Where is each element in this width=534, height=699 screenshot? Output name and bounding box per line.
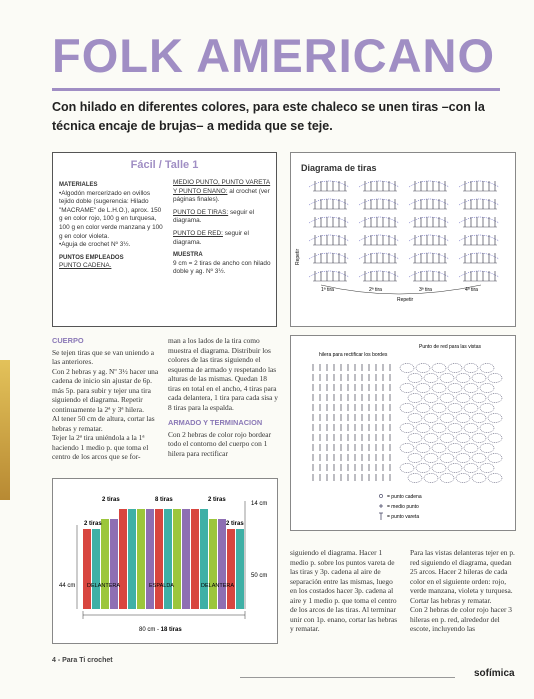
label-bottom-count: 18 tiras [160,627,182,633]
section-heading-body: CUERPO [52,336,84,345]
stitch-net-desc: seguir el diagrama. [173,229,249,246]
strip-diagram-label-4: 4ª tira [465,287,478,293]
strip-bar [209,519,217,609]
net-row [313,404,494,413]
net-row [313,444,494,453]
net-diagram-legend [379,494,422,520]
legend-chain: = punto cadena [387,494,422,500]
strip-bar [218,519,226,609]
strip-motif [409,235,449,245]
materials-column [59,179,163,271]
strip-motif [459,181,499,191]
stitch-strips-name: PUNTO DE TIRAS: [173,208,229,216]
paragraph: man a los lados de la tira como muestra el diagrama. Distribuir los colores de las tiras siguiendo el esquema de armado y respetando las alturas de las mismas. Quedan 18 tiras en total en el ancho, 4 tiras para cada delantera, 1 tira para cada sisa y 8 tiras para la espalda. [168,336,278,412]
difficulty-header: Fácil / Talle 1 [130,159,199,171]
label-8-tiras: 8 tiras [155,497,173,503]
stitch-net-name: PUNTO DE RED: [173,229,223,237]
strip-motif [309,253,349,263]
strip-motif [359,235,399,245]
strip-bar [155,509,163,609]
strip-bar [191,509,199,609]
strip-diagram-label-3: 3ª tira [419,287,432,293]
net-row [313,454,502,463]
paragraph: Con 2 hebras y ag. Nº 3½ hacer una cadena de inicio sin ajustar de 6p. más 5p. para subir y tejer una tira siguiendo el diagrama. Repetir continuamente la 2ª y 3ª hilera. [52,366,159,414]
strip-motif [309,217,349,227]
sample-heading: MUESTRA [173,252,203,259]
page-title: FOLK AMERICANO [52,29,496,82]
footer-page-number: 4 - Para Ti crochet [52,657,113,664]
section-heading-assembly: ARMADO Y TERMINACION [168,418,263,427]
strip-motif [359,253,399,263]
materials-text: •Algodón mercerizado en ovillos tejido doble (sugerencia: Hilado "MACRAME" de L.H.O.), aprox. 150 g en color rojo, 100 g en turquesa, 100 g en color verde manzana y 100 g en color violeta. [59,189,163,240]
net-row [313,384,494,393]
strip-bar [128,509,136,609]
stitch-strips [173,209,273,226]
strip-motif [309,199,349,209]
net-row [313,394,502,403]
stitch-basic-name: MEDIO PUNTO, PUNTO VARETA Y PUNTO ENANO: [173,179,271,195]
materials-needle: •Aguja de crochet Nº 3½. [59,241,131,249]
materials-heading: MATERIALES [59,182,98,188]
strip-motif [409,199,449,209]
strip-motif [359,181,399,191]
paragraph: siguiendo el diagrama. Hacer 1 medio p. sobre los puntos vareta de las tiras y 3p. cadena al aire de separación entre las mismas, luego en los costados hacer 3p. cadena al aire y 1 medio p. que toma el centro de los arcos de las tiras. Al terminar unir con 1p. enano, cortar las hebras y rematar. [290,548,398,633]
strip-diagram-label-1: 1ª tira [321,287,334,293]
assembly-diagram-box [52,478,278,644]
text-column-3 [290,548,400,634]
footer-brand: sofímica [474,668,515,679]
strip-motif [309,181,349,191]
text-column-4 [410,548,520,634]
label-50cm: 50 cm [251,573,268,579]
assembly-diagram [53,479,279,645]
paragraph: Se tejen tiras que se van uniendo a las anteriores. [52,347,155,366]
strip-diagram-label-2: 2ª tira [369,287,382,293]
strip-bar [92,529,100,609]
strip-diagram-stitches [309,181,499,294]
side-photo-edge [0,360,10,500]
paragraph: Para las vistas delanteras tejer en p. red siguiendo el diagrama, quedan 25 arcos. Hacer 2 hileras de cada color en el siguiente orden: rojo, verde manzana, violeta y turquesa. Cortar las hebras y rematar. [410,548,515,605]
net-diagram-stitches [313,364,502,483]
strip-bar [101,519,109,609]
strip-motif [459,235,499,245]
stitch-basic [173,179,273,205]
strip-motif [409,271,449,281]
strip-bar [227,529,235,609]
label-bottom-width: 80 cm - [139,627,161,633]
strip-diagram-repeat: Repetir [397,297,414,303]
strip-bar [83,529,91,609]
strip-bar [173,509,181,609]
net-diagram [291,336,517,532]
net-diagram-label-left: hilera para rectificar los bordes [319,352,388,358]
stitch-basic-desc: al crochet (ver páginas finales). [173,187,270,204]
assembly-strips [83,509,244,609]
strip-motif [309,235,349,245]
strip-motif [459,199,499,209]
paragraph: Con 2 hebras de color rojo bordear todo el contorno del cuerpo con 1 hilera para rectificar [168,429,272,458]
strip-diagram-box [290,152,516,327]
label-44cm: 44 cm [59,583,76,589]
strip-bar [119,509,127,609]
strip-motif [459,217,499,227]
strip-diagram-repeat-side: Repetir [295,248,301,265]
strip-bar [137,509,145,609]
label-delantera-left: DELANTERA [87,583,121,589]
stitch-net [173,230,273,247]
net-row [313,424,494,433]
paragraph: Con 2 hebras de color rojo hacer 3 hileras en p. red, alrededor del escote, incluyendo las [410,605,512,633]
label-2-tiras-side-left: 2 tiras [84,521,102,527]
strip-motif [409,181,449,191]
net-row [313,414,502,423]
strip-motif [459,271,499,281]
page-subtitle: Con hilado en diferentes colores, para este chaleco se unen tiras –con la técnica encaje de brujas– a medida que se teje. [52,100,485,133]
strip-bar [164,509,172,609]
label-2-tiras-right: 2 tiras [208,497,226,503]
strip-bar [110,519,118,609]
strip-motif [359,217,399,227]
label-bottom [139,627,182,633]
stitch-strips-desc: seguir el diagrama. [173,208,255,225]
label-delantera-right: DELANTERA [201,583,235,589]
strip-motif [309,271,349,281]
net-row [313,434,502,443]
strip-bar [182,509,190,609]
paragraph: Tejer la 2ª tira uniéndola a la 1ª haciendo 1 medio p. que toma el centro de los arcos que se for- [52,433,149,461]
sample-text: 9 cm = 2 tiras de ancho con hilado doble y ag. Nº 3½. [173,259,271,276]
strip-bar [236,529,244,609]
points-text: PUNTO CADENA. [59,262,112,270]
net-row [313,474,502,483]
paragraph: Al tener 50 cm de altura, cortar las hebras y rematar. [52,414,155,433]
text-column-1 [52,336,160,462]
materials-box [52,152,277,327]
text-column-2 [168,336,278,458]
net-row [313,374,502,383]
net-diagram-box [290,335,516,531]
strip-motif [409,253,449,263]
legend-double: = punto vareta [387,514,420,520]
label-2-tiras-left: 2 tiras [102,497,120,503]
net-row [313,364,494,373]
label-14cm: 14 cm [251,501,268,507]
label-espalda: ESPALDA [149,583,174,589]
strip-motif [409,217,449,227]
strip-bar [146,509,154,609]
footer-rule [240,677,455,678]
legend-single: = medio punto [387,504,419,510]
strip-bar [200,509,208,609]
points-heading: PUNTOS EMPLEADOS [59,254,124,261]
strip-motif [359,271,399,281]
label-2-tiras-side-right: 2 tiras [226,521,244,527]
title-rule [52,88,500,91]
net-row [313,464,494,473]
strip-diagram [291,153,517,328]
strip-diagram-title: Diagrama de tiras [301,163,377,173]
stitches-column [173,179,273,277]
strip-motif [459,253,499,263]
strip-motif [359,199,399,209]
net-diagram-label-right: Punto de red para las vistas [419,344,481,350]
